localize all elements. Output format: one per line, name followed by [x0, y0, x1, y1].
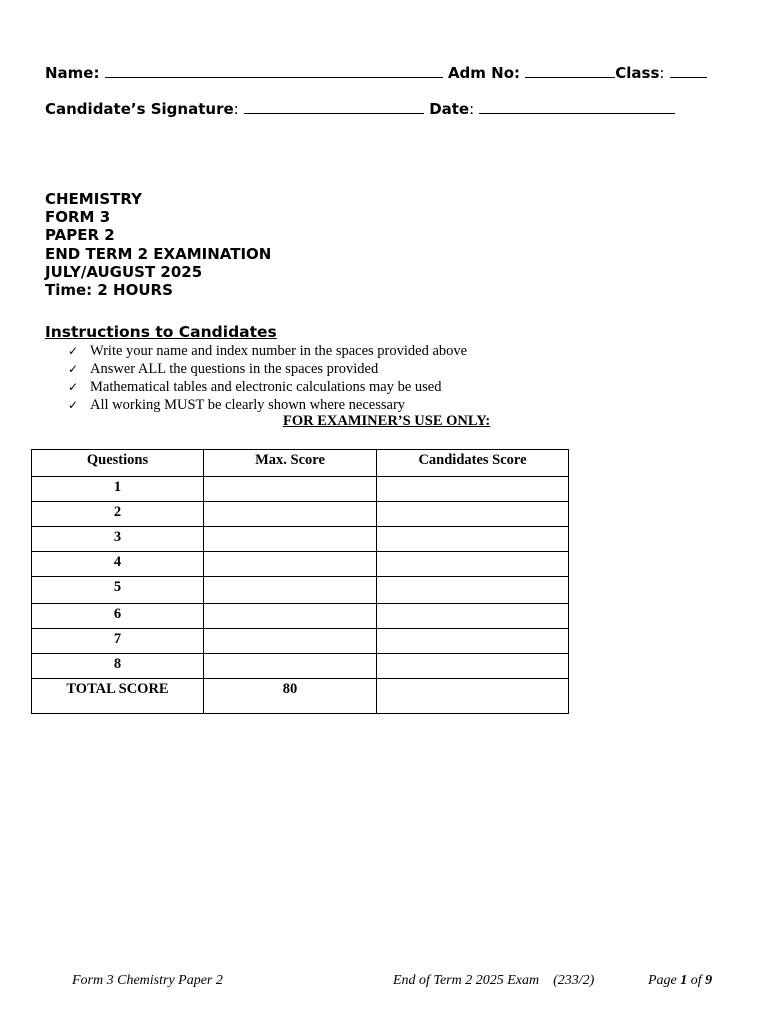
footer-code: (233/2) [553, 973, 595, 988]
exam-info [45, 190, 271, 299]
total-label: TOTAL SCORE [32, 679, 204, 714]
page-current: 1 [680, 973, 688, 988]
signature-line [45, 100, 675, 118]
max-score-cell [204, 502, 377, 527]
subject: CHEMISTRY [45, 190, 142, 208]
name-label: Name: [45, 64, 100, 82]
max-score-cell [204, 477, 377, 502]
question-number: 3 [32, 527, 204, 552]
total-max-score: 80 [204, 679, 377, 714]
signature-label: Candidate’s Signature [45, 100, 234, 118]
date-label: Date [429, 100, 470, 118]
page-number: Page 1 of 9 [648, 973, 713, 988]
candidate-score-cell [377, 552, 569, 577]
form: FORM 3 [45, 208, 111, 227]
candidate-score-cell [377, 604, 569, 629]
candidate-score-cell [377, 577, 569, 604]
check-icon: ✓ [68, 380, 79, 394]
max-score-cell [204, 527, 377, 552]
table-row [32, 629, 569, 654]
exam-time: Time: 2 HOURS [45, 281, 173, 300]
paper: PAPER 2 [45, 226, 115, 245]
question-number: 6 [32, 604, 204, 629]
table-header-row [32, 450, 569, 477]
instructions-title: Instructions to Candidates [45, 323, 277, 341]
question-number: 8 [32, 654, 204, 679]
candidate-score-cell [377, 629, 569, 654]
adm-label: Adm No: [447, 64, 521, 82]
score-table [31, 449, 569, 714]
list-item: ✓ All working MUST be clearly shown where necessary [68, 397, 406, 413]
table-row [32, 552, 569, 577]
name-line [45, 64, 707, 82]
candidate-score-cell [377, 654, 569, 679]
page-total: 9 [705, 973, 713, 988]
check-icon: ✓ [68, 398, 79, 412]
col-candidates-score: Candidates Score [377, 450, 569, 477]
candidate-score-cell [377, 502, 569, 527]
footer-middle [393, 973, 594, 989]
question-number: 4 [32, 552, 204, 577]
question-number: 7 [32, 629, 204, 654]
table-row [32, 477, 569, 502]
exam-period: JULY/AUGUST 2025 [45, 262, 203, 281]
candidate-score-cell [377, 477, 569, 502]
candidate-score-cell [377, 527, 569, 552]
table-row [32, 527, 569, 552]
col-max-score: Max. Score [204, 450, 377, 477]
date-field[interactable] [479, 101, 675, 114]
class-label: Class [615, 64, 660, 82]
signature-field[interactable] [244, 101, 424, 114]
class-colon: : [659, 64, 665, 82]
footer-exam: End of Term 2 2025 Exam [393, 973, 540, 988]
max-score-cell [204, 577, 377, 604]
total-row [32, 679, 569, 714]
table-row [32, 502, 569, 527]
exam-name: END TERM 2 EXAMINATION [45, 244, 272, 263]
max-score-cell [204, 654, 377, 679]
table-row [32, 604, 569, 629]
instructions-list [68, 342, 467, 414]
check-icon: ✓ [68, 362, 79, 376]
name-field[interactable] [105, 65, 443, 78]
signature-colon: : [233, 100, 239, 118]
max-score-cell [204, 629, 377, 654]
question-number: 2 [32, 502, 204, 527]
table-row [32, 577, 569, 604]
list-item: ✓ Write your name and index number in the spaces provided above [68, 343, 468, 359]
max-score-cell [204, 604, 377, 629]
question-number: 1 [32, 477, 204, 502]
col-questions: Questions [32, 450, 204, 477]
footer-left: Form 3 Chemistry Paper 2 [72, 973, 223, 988]
total-candidate-score [377, 679, 569, 714]
list-item: ✓ Mathematical tables and electronic calculations may be used [68, 379, 442, 395]
question-number: 5 [32, 577, 204, 604]
class-field[interactable] [670, 65, 707, 78]
table-row [32, 654, 569, 679]
check-icon: ✓ [68, 344, 79, 358]
list-item: ✓ Answer ALL the questions in the spaces provided [68, 361, 379, 377]
adm-field[interactable] [525, 65, 615, 78]
date-colon: : [469, 100, 475, 118]
max-score-cell [204, 552, 377, 577]
examiner-use-title: FOR EXAMINER’S USE ONLY: [283, 413, 491, 429]
